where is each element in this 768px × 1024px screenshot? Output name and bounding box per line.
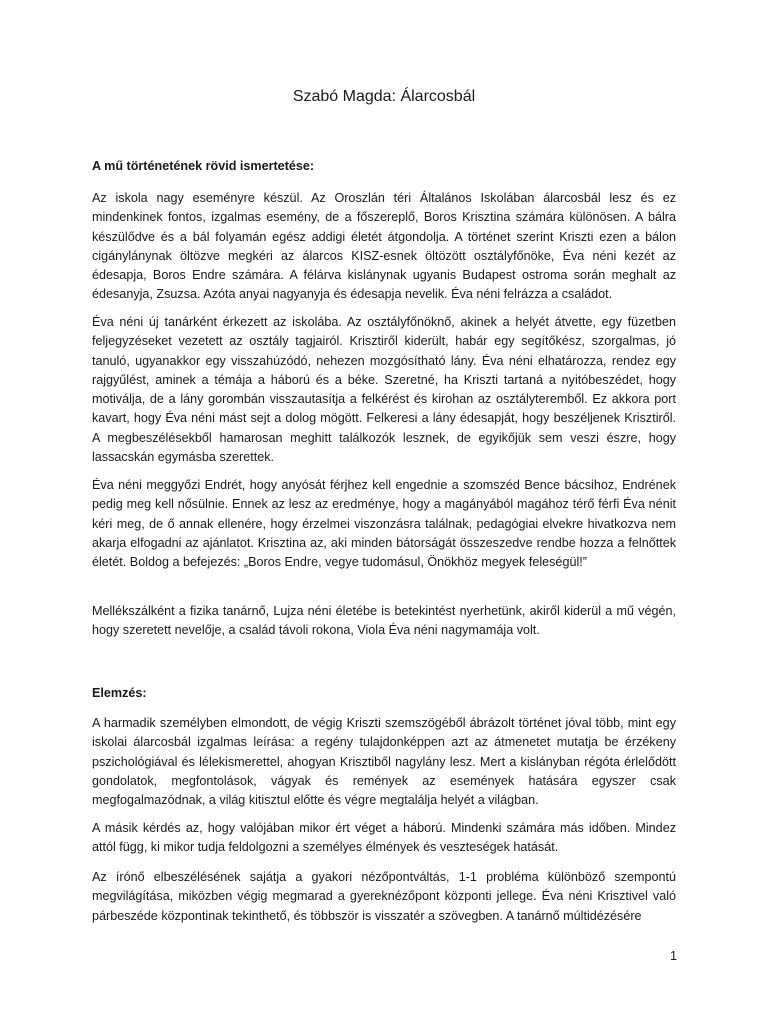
paragraph: Az iskola nagy eseményre készül. Az Oroszlán téri Általános Iskolában álarcosbál lesz és ez mindenkinek fontos, izgalmas esemény, de a főszereplő, Boros Krisztina számára különösen. A bálra készülődve és a bál folyamán egész addigi életét átgondolja. A történet szerint Kriszti ezen a bálon cigánylánynak öltözve megkéri az álarcos KISZ-esnek öltözött osztályfőnöke, Éva néni kezét az édesapja, Boros Endre számára. A félárva kislánynak ugyanis Budapest ostroma során meghalt az édesanyja, Zsuzsa. Azóta anyai nagyanyja és édesapja nevelik. Éva néni felrázza a családot. — [92, 191, 676, 302]
section-heading-analysis: Elemzés: — [92, 686, 147, 700]
page-number: 1 — [669, 949, 677, 963]
paragraph: Az írónő elbeszélésének sajátja a gyakori nézőpontváltás, 1-1 probléma különböző szempontú megvilágítása, miközben végig megmarad a gyereknézőpont központi jellege. Éva néni Krisztivel való párbeszéde központinak tekinthető, és többször is visszatér a szövegben. A tanárnő múltidézésére — [92, 870, 676, 923]
paragraph: A harmadik személyben elmondott, de végig Kriszti szemszögéből ábrázolt történet jóval több, mint egy iskolai álarcosbál izgalmas leírása: a regény tulajdonképpen azt az átmenetet mutatja be érzékeny pszichológiával és lélekismerettel, ahogyan Krisztiből nagylány lesz. Mert a kislányban régóta érlelődött gondolatok, megfontolások, vágyak és remények az események hatására egyszer csak megfogalmazódnak, a világ kitisztul előtte és végre megtalálja helyét a világban. — [92, 716, 676, 808]
document-title: Szabó Magda: Álarcosbál — [292, 88, 476, 105]
paragraph: Éva néni új tanárként érkezett az iskolába. Az osztályfőnöknő, akinek a helyét átvette, egy füzetben feljegyzéseket vezetett az osztály tagjairól. Krisztiről kiderült, habár egy segítőkész, szorgalmas, jó tanuló, ugyanakkor egy visszahúzódó, nehezen mozgósítható lány. Éva néni elhatározza, rendez egy rajgyűlést, aminek a témája a háború és a béke. Szeretné, ha Kriszti tartaná a nyitóbeszédet, hogy motiválja, de a lány gorombán visszautasítja a felkérést és kirohan az osztályteremből. Ez akkora port kavart, hogy Éva néni mást sejt a dolog mögött. Felkeresi a lány édesapját, hogy beszéljenek Krisztiről. A megbeszélésekből hamarosan meghitt találkozók lesznek, de egyikőjük sem veszi észre, hogy lassacskán egymásba szerettek. — [92, 315, 676, 465]
paragraph: Mellékszálként a fizika tanárnő, Lujza néni életébe is betekintést nyerhetünk, akiről kiderül a mű végén, hogy szeretett nevelője, a család távoli rokona, Viola Éva néni nagymamája volt. — [92, 604, 676, 638]
paragraph: A másik kérdés az, hogy valójában mikor ért véget a háború. Mindenki számára más időben. Mindez attól függ, ki mikor tudja feldolgozni a személyes élmények és veszteségek hatását. — [92, 821, 676, 855]
section-heading-summary: A mű történetének rövid ismertetése: — [92, 159, 315, 173]
paragraph: Éva néni meggyőzi Endrét, hogy anyósát férjhez kell engednie a szomszéd Bence bácsihoz, Endrének pedig meg kell nősülnie. Ennek az lesz az eredménye, hogy a magányából magához térő férfi Éva nénit kéri meg, de ő annak ellenére, hogy érzelmei viszonzásra találnak, pedagógiai elvekre hivatkozva nem akarja elfogadni az ajánlatot. Krisztina az, aki minden bátorságát összeszedve rendbe hozza a felnőttek életét. Boldog a befejezés: „Boros Endre, vegye tudomásul, Önökhöz megyek feleségül!” — [92, 478, 676, 570]
